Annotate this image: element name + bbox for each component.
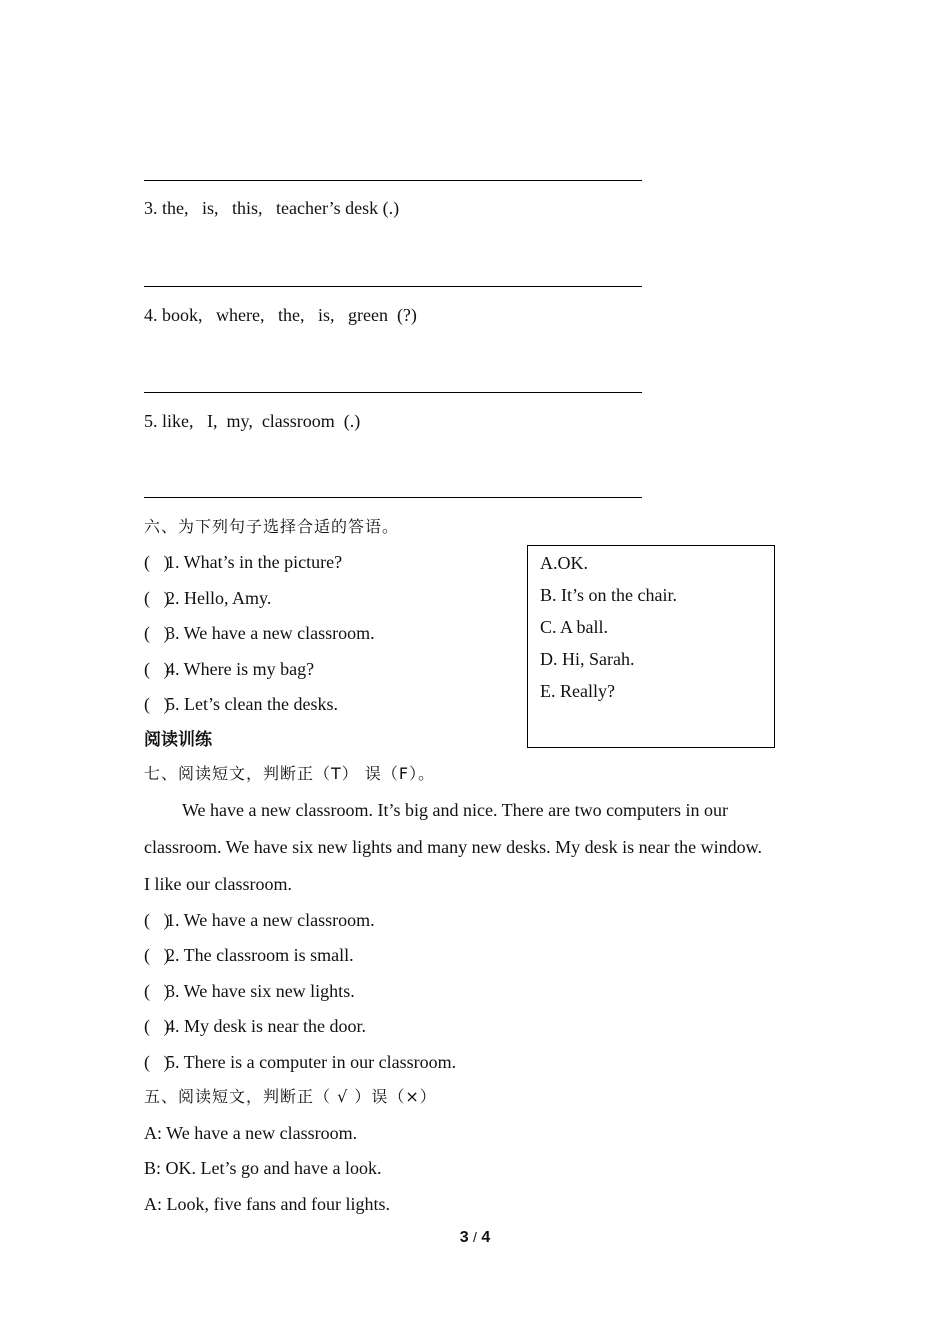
dialogue-line-2: B: OK. Let’s go and have a look. bbox=[144, 1158, 382, 1178]
passage-line-3: I like our classroom. bbox=[144, 874, 292, 894]
dialogue-line-1: A: We have a new classroom. bbox=[144, 1123, 358, 1143]
answer-blank[interactable]: ( ) bbox=[144, 945, 170, 965]
match-question-3: ( )3. We have a new classroom. bbox=[144, 623, 375, 643]
option-b: B. It’s on the chair. bbox=[540, 585, 677, 605]
tf-statement-2: ( )2. The classroom is small. bbox=[144, 945, 354, 965]
answer-line-4[interactable] bbox=[144, 392, 642, 393]
page-separator: / bbox=[473, 1229, 477, 1245]
match-question-1: ( )1. What’s in the picture? bbox=[144, 552, 343, 572]
passage-line-1: We have a new classroom. It’s big and nice. There are two computers in our bbox=[182, 800, 729, 820]
options-box bbox=[527, 545, 775, 748]
answer-blank[interactable]: ( ) bbox=[144, 623, 170, 643]
page-number bbox=[0, 1229, 950, 1247]
answer-blank[interactable]: ( ) bbox=[144, 981, 170, 1001]
answer-blank[interactable]: ( ) bbox=[144, 659, 170, 679]
section7-title: 七、阅读短文，判断正（T） 误（F）。 bbox=[144, 764, 436, 783]
answer-blank[interactable]: ( ) bbox=[144, 910, 170, 930]
answer-line-5[interactable] bbox=[144, 497, 642, 498]
answer-blank[interactable]: ( ) bbox=[144, 694, 170, 714]
answer-blank[interactable]: ( ) bbox=[144, 588, 170, 608]
option-e: E. Really? bbox=[540, 681, 615, 701]
total-pages: 4 bbox=[481, 1229, 491, 1246]
option-c: C. A ball. bbox=[540, 617, 609, 637]
reorder-item-3: 3. the, is, this, teacher’s desk (.) bbox=[144, 198, 400, 218]
tf-statement-1: ( )1. We have a new classroom. bbox=[144, 910, 375, 930]
section6-title: 六、为下列句子选择合适的答语。 bbox=[144, 517, 400, 536]
match-question-2: ( )2. Hello, Amy. bbox=[144, 588, 272, 608]
section5b-title: 五、阅读短文，判断正（ √ ）误（×） bbox=[144, 1087, 437, 1106]
match-question-5: ( )5. Let’s clean the desks. bbox=[144, 694, 338, 714]
reorder-item-4: 4. book, where, the, is, green (?) bbox=[144, 305, 417, 325]
tf-statement-3: ( )3. We have six new lights. bbox=[144, 981, 355, 1001]
tf-statement-4: ( )4. My desk is near the door. bbox=[144, 1016, 366, 1036]
reorder-item-5: 5. like, I, my, classroom (.) bbox=[144, 411, 361, 431]
answer-blank[interactable]: ( ) bbox=[144, 552, 170, 572]
option-d: D. Hi, Sarah. bbox=[540, 649, 635, 669]
answer-line-2[interactable] bbox=[144, 180, 642, 181]
answer-blank[interactable]: ( ) bbox=[144, 1052, 170, 1072]
answer-blank[interactable]: ( ) bbox=[144, 1016, 170, 1036]
current-page: 3 bbox=[459, 1229, 469, 1246]
option-a: A.OK. bbox=[540, 553, 588, 573]
answer-line-3[interactable] bbox=[144, 286, 642, 287]
passage-line-2: classroom. We have six new lights and many new desks. My desk is near the window. bbox=[144, 837, 762, 857]
match-question-4: ( )4. Where is my bag? bbox=[144, 659, 315, 679]
tf-statement-5: ( )5. There is a computer in our classroom. bbox=[144, 1052, 457, 1072]
reading-heading: 阅读训练 bbox=[144, 730, 212, 750]
dialogue-line-3: A: Look, five fans and four lights. bbox=[144, 1194, 390, 1214]
